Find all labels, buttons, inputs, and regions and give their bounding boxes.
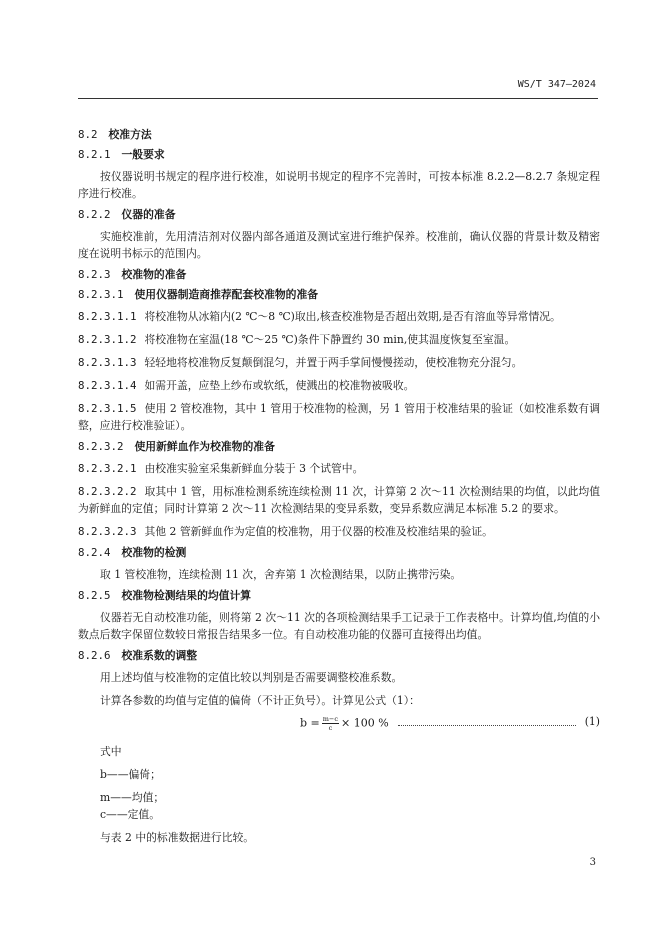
item-text: 轻轻地将校准物反复颠倒混匀，并置于两手掌间慢慢搓动，使校准物充分混匀。 — [144, 356, 523, 369]
item-text: 将校准物从冰箱内(2 ℃～8 ℃)取出,核查校准物是否超出效期,是否有溶血等异常情况。 — [144, 310, 561, 323]
formula-expression — [300, 715, 389, 732]
heading-number: 8.2.4 — [78, 546, 111, 559]
list-item — [78, 400, 600, 434]
heading-8-2-2 — [78, 208, 600, 222]
variable-definitions — [78, 743, 600, 846]
document-body — [78, 128, 600, 846]
heading-title: 使用仪器制造商推荐配套校准物的准备 — [134, 288, 319, 301]
item-text: 使用 2 管校准物，其中 1 管用于校准物的检测，另 1 管用于校准结果的验证（如校准系数有调整，应进行校准验证）。 — [78, 402, 600, 432]
closing-sentence: 与表 2 中的标准数据进行比较。 — [100, 831, 255, 844]
fraction-denominator: c — [328, 724, 333, 732]
heading-8-2-1 — [78, 148, 600, 162]
heading-title: 校准方法 — [108, 128, 152, 141]
document-id: WS/T 347—2024 — [517, 79, 596, 90]
list-item — [78, 354, 600, 371]
paragraph-general-requirements: 按仪器说明书规定的程序进行校准，如说明书规定的程序不完善时，可按本标准 8.2.2—8.2.7 条规定程序进行校准。 — [78, 170, 600, 200]
item-text: 如需开盖，应垫上纱布或软纸，使溅出的校准物被吸收。 — [144, 379, 415, 392]
item-number: 8.2.3.1.1 — [78, 310, 137, 323]
item-number: 8.2.3.2.2 — [78, 485, 137, 498]
list-item — [78, 523, 600, 540]
definition-b: b——偏倚； — [100, 768, 161, 781]
item-number: 8.2.3.1.5 — [78, 402, 137, 415]
heading-number: 8.2.3 — [78, 268, 111, 281]
heading-title: 校准系数的调整 — [121, 649, 198, 662]
heading-8-2-3 — [78, 268, 600, 282]
formula-number: (1) — [584, 715, 600, 728]
heading-8-2-6 — [78, 649, 600, 663]
definition-c: c——定值。 — [100, 808, 161, 821]
list-item — [78, 331, 600, 348]
formula-leader-dots — [398, 725, 576, 726]
formula-1 — [78, 713, 600, 737]
item-number: 8.2.3.1.2 — [78, 333, 137, 346]
heading-number: 8.2.5 — [78, 589, 111, 602]
paragraph-mean-calculation: 仪器若无自动校准功能，则将第 2 次～11 次的各项检测结果手工记录于工作表格中。计算均值,均值的小数点后数字保留位数较日常报告结果多一位。有自动校准功能的仪器可直接得出均值。 — [78, 611, 600, 641]
paragraph-instrument-prep: 实施校准前，先用清洁剂对仪器内部各通道及测试室进行维护保养。校准前，确认仪器的背景计数及精密度在说明书标示的范围内。 — [78, 230, 600, 260]
list-item — [78, 483, 600, 517]
heading-title: 校准物的准备 — [121, 268, 187, 281]
item-text: 取其中 1 管，用标准检测系统连续检测 11 次，计算第 2 次～11 次检测结果的均值，以此均值为新鲜血的定值；同时计算第 2 次～11 次检测结果的变异系数，变异系数应满足本标准 5.2 的要求。 — [78, 485, 600, 515]
heading-8-2-3-2 — [78, 440, 600, 454]
definitions-intro: 式中 — [100, 745, 122, 758]
formula-fraction — [322, 715, 339, 732]
fraction-numerator: m−c — [322, 715, 339, 723]
heading-8-2-5 — [78, 589, 600, 603]
heading-8-2-4 — [78, 546, 600, 560]
heading-8-2 — [78, 128, 600, 142]
item-number: 8.2.3.1.3 — [78, 356, 137, 369]
heading-8-2-3-1 — [78, 288, 600, 302]
formula-rhs: × 100 % — [341, 716, 389, 730]
heading-number: 8.2.6 — [78, 649, 111, 662]
item-text: 由校准实验室采集新鲜血分装于 3 个试管中。 — [144, 462, 364, 475]
list-item — [78, 308, 600, 325]
heading-title: 一般要求 — [121, 148, 165, 161]
heading-title: 校准物检测结果的均值计算 — [121, 589, 252, 602]
item-text: 将校准物在室温(18 ℃～25 ℃)条件下静置约 30 min,使其温度恢复至室温。 — [144, 333, 516, 346]
item-number: 8.2.3.1.4 — [78, 379, 137, 392]
heading-number: 8.2.2 — [78, 208, 111, 221]
formula-lhs: b = — [300, 716, 320, 730]
item-number: 8.2.3.2.3 — [78, 525, 137, 538]
list-item — [78, 460, 600, 477]
page-number: 3 — [589, 857, 596, 868]
item-number: 8.2.3.2.1 — [78, 462, 137, 475]
heading-title: 仪器的准备 — [121, 208, 176, 221]
heading-number: 8.2.1 — [78, 148, 111, 161]
heading-title: 校准物的检测 — [121, 546, 187, 559]
item-text: 其他 2 管新鲜血作为定值的校准物，用于仪器的校准及校准结果的验证。 — [144, 525, 493, 538]
heading-number: 8.2 — [78, 128, 98, 141]
paragraph-bias-calc: 计算各参数的均值与定值的偏倚（不计正负号）。计算见公式（1）： — [100, 694, 420, 707]
heading-number: 8.2.3.1 — [78, 288, 124, 301]
header-divider — [78, 98, 598, 99]
definition-m: m——均值； — [100, 791, 165, 804]
list-item — [78, 377, 600, 394]
paragraph-calibrator-detection: 取 1 管校准物，连续检测 11 次，舍弃第 1 次检测结果，以防止携带污染。 — [100, 568, 462, 581]
heading-title: 使用新鲜血作为校准物的准备 — [134, 440, 275, 453]
paragraph-coefficient-adjust: 用上述均值与校准物的定值比较以判别是否需要调整校准系数。 — [100, 671, 403, 684]
heading-number: 8.2.3.2 — [78, 440, 124, 453]
